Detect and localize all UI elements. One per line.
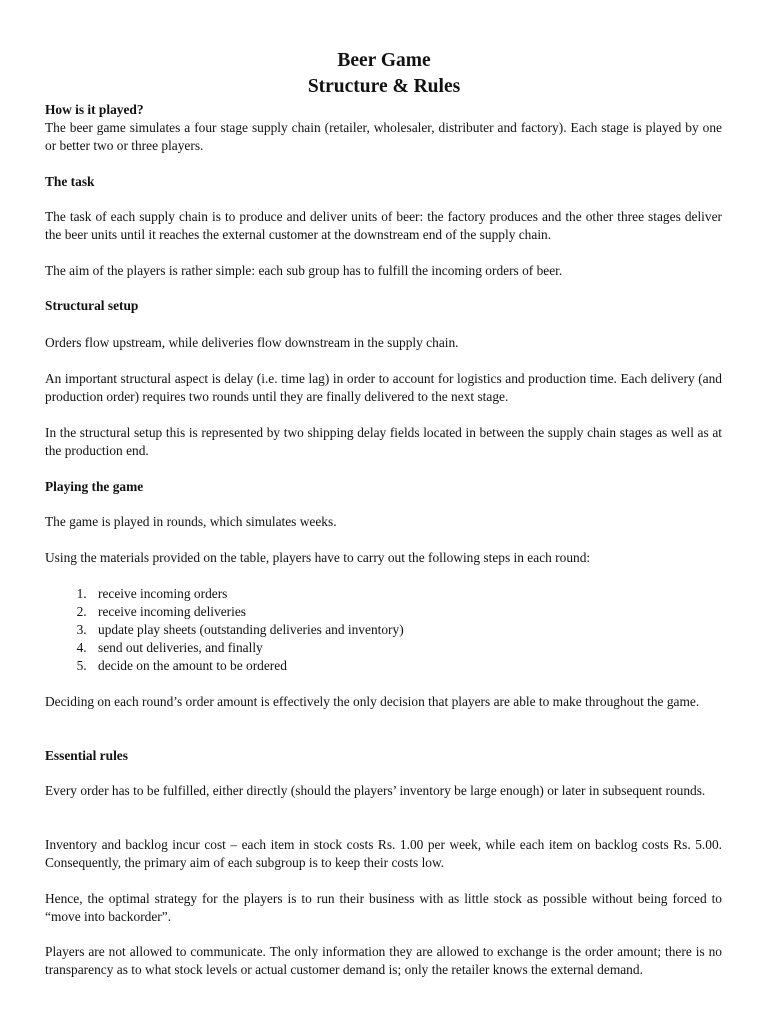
paragraph-rules-4: Players are not allowed to communicate. The only information they are allowed to exchange is the order amount; there is no transparency as to what stock levels or actual customer demand is; only the retailer knows the external demand.	[45, 944, 722, 977]
paragraph-playing-2: Using the materials provided on the table, players have to carry out the following steps in each round:	[45, 550, 591, 565]
document-title: Beer Game	[337, 50, 431, 71]
paragraph-playing-1: The game is played in rounds, which simulates weeks.	[45, 514, 337, 529]
steps-list	[45, 585, 722, 675]
paragraph-rules-3: Hence, the optimal strategy for the players is to run their business with as little stock as possible without being forced to “move into backorder”.	[45, 891, 722, 924]
paragraph-playing-3: Deciding on each round’s order amount is effectively the only decision that players are able to make throughout the game.	[45, 694, 700, 709]
paragraph-setup-3: In the structural setup this is represented by two shipping delay fields located in between the supply chain stages as well as at the production end.	[45, 425, 722, 458]
paragraph-how-played: The beer game simulates a four stage supply chain (retailer, wholesaler, distributer and factory). Each stage is played by one or better two or three players.	[45, 120, 722, 153]
heading-playing-game: Playing the game	[45, 479, 144, 494]
paragraph-aim: The aim of the players is rather simple: each sub group has to fulfill the incoming orders of beer.	[45, 263, 563, 278]
document-subtitle: Structure & Rules	[307, 76, 461, 97]
paragraph-rules-2: Inventory and backlog incur cost – each item in stock costs Rs. 1.00 per week, while each item on backlog costs Rs. 5.00. Consequently, the primary aim of each subgroup is to keep their costs low.	[45, 837, 722, 870]
list-item: 5. decide on the amount to be ordered	[90, 657, 722, 675]
list-item: 2. receive incoming deliveries	[90, 603, 722, 621]
paragraph-setup-1: Orders flow upstream, while deliveries flow downstream in the supply chain.	[45, 335, 459, 350]
paragraph-task: The task of each supply chain is to produce and deliver units of beer: the factory produces and the other three stages deliver the beer units until it reaches the external customer at the downstream end of the supply chain.	[45, 209, 722, 242]
heading-structural-setup: Structural setup	[45, 298, 139, 313]
heading-essential-rules: Essential rules	[45, 748, 128, 763]
heading-task: The task	[45, 174, 95, 189]
list-item: 3. update play sheets (outstanding deliveries and inventory)	[90, 621, 722, 639]
paragraph-setup-2: An important structural aspect is delay (i.e. time lag) in order to account for logistics and production time. Each delivery (and production order) requires two rounds until they are finally delivered to the next stage.	[45, 371, 722, 404]
list-item: 4. send out deliveries, and finally	[90, 639, 722, 657]
heading-how-played: How is it played?	[45, 102, 144, 117]
list-item: 1. receive incoming orders	[90, 585, 722, 603]
paragraph-rules-1: Every order has to be fulfilled, either directly (should the players’ inventory be large enough) or later in subsequent rounds.	[45, 783, 706, 798]
